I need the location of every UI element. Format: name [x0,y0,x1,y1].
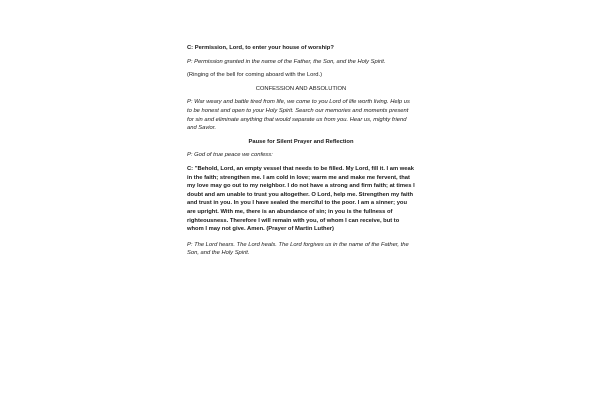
congregation-line-permission: C: Permission, Lord, to enter your house of worship? [187,45,334,51]
pastor-line-permission: P: Permission granted in the name of the Father, the Son, and the Holy Spirit. [187,58,386,65]
worship-text [187,44,415,258]
bell-note: (Ringing of the bell for coming aboard with the Lord.) [187,72,323,79]
pastor-line-confession: P: War weary and battle tired from life, we come to you Lord of life worth living. Help us to be honest and open to your Holy Spirit. Search our memories and moments present for sin and eliminate anything that would separate us from you. Hear us, mighty friend and Savior. [187,99,410,132]
section-heading-pause: Pause for Silent Prayer and Reflection [248,138,354,145]
congregation-prayer: C: "Behold, Lord, an empty vessel that needs to be filled. My Lord, fill it. I am weak in the faith; strengthen me. I am cold in love; warm me and make me fervent, that my love may go out to my neighbor. I do not have a strong and firm faith; at times I doubt and am unable to trust you altogether. O Lord, help me. Strengthen my faith and trust in you. In you I have sealed the merciful to the poor. I am a sinner; you are upright. With me, there is an abundance of sin; in you is the fullness of righteousness. Therefore I will remain with you, of whom I can receive, but to whom I may not give. Amen. (Prayer of Martin Luther) [187,165,415,233]
section-heading-confession: CONFESSION AND ABSOLUTION [255,85,347,92]
pastor-line-absolution: P: The Lord hears. The Lord heals. The Lord forgives us in the name of the Father, the Son, and the Holy Spirit. [187,241,409,257]
pastor-line-peace: P: God of true peace we confess: [187,152,273,159]
